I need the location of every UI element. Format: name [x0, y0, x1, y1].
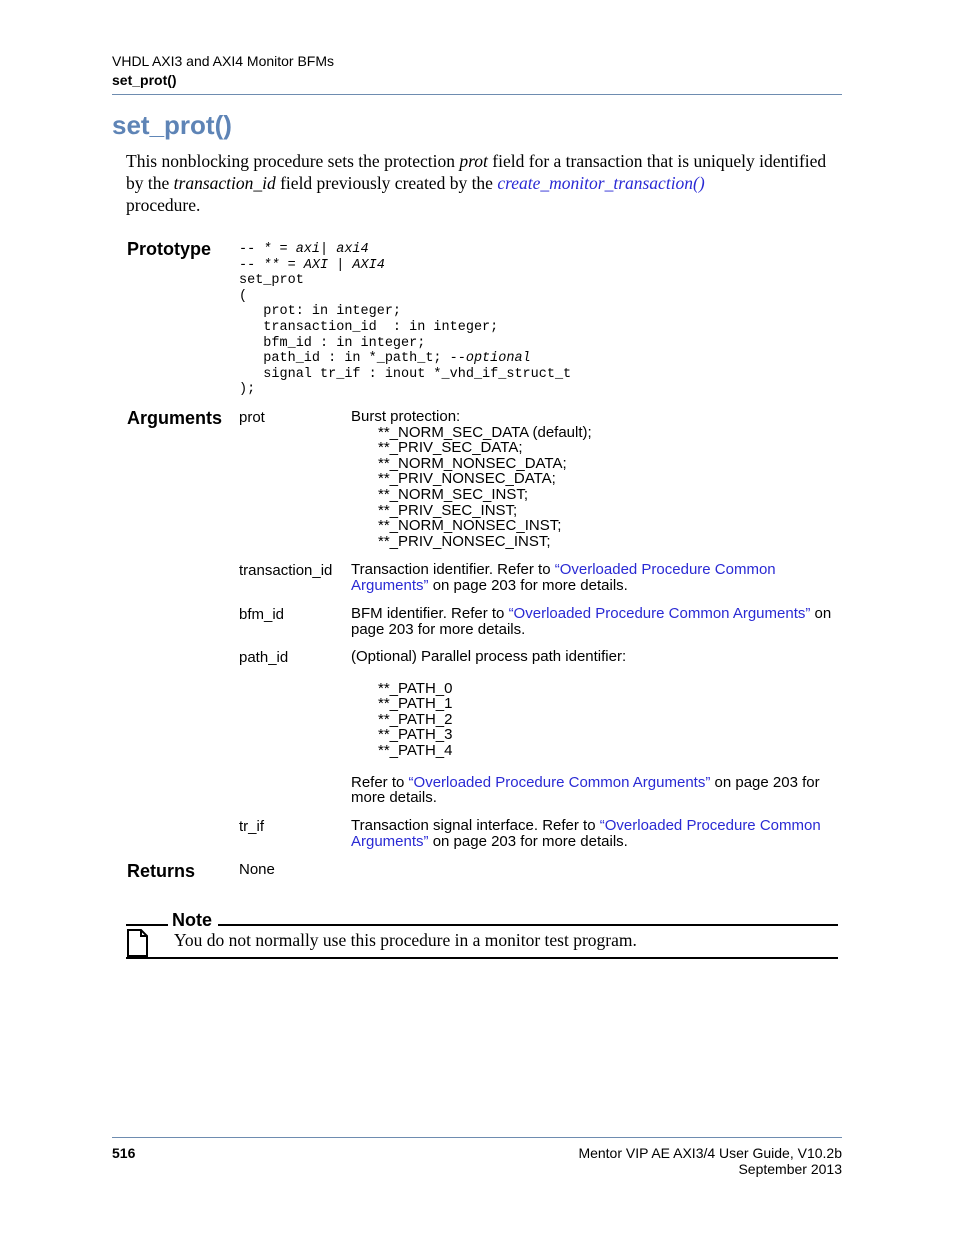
code-line: prot: in integer;: [239, 304, 402, 320]
arg-desc-text: Transaction signal interface. Refer to: [351, 817, 600, 834]
arg-desc-text: on page 203 for more details.: [351, 773, 820, 807]
code-comment: -- ** = AXI | AXI4: [239, 257, 385, 273]
arg-desc-transaction-id: [351, 562, 843, 593]
arg-name-transaction-id: transaction_id: [239, 562, 333, 579]
overloaded-args-link[interactable]: “Overloaded Procedure Common Arguments”: [351, 817, 821, 850]
arg-desc-prot: [351, 409, 843, 549]
footer-info: [578, 1145, 842, 1177]
prototype-code: [239, 242, 571, 398]
arg-name-bfm-id: bfm_id: [239, 606, 285, 623]
intro-transaction-id-term: transaction_id: [173, 173, 276, 193]
code-line: );: [239, 382, 256, 398]
prot-value: **_NORM_NONSEC_INST;: [378, 517, 562, 535]
code-line: transaction_id : in integer;: [239, 319, 499, 335]
footer-guide: Mentor VIP AE AXI3/4 User Guide, V10.2b: [578, 1145, 842, 1161]
code-line: path_id : in *_path_t; --: [239, 351, 466, 367]
page-title: set_prot(): [112, 110, 232, 140]
arg-name-prot: prot: [239, 409, 265, 426]
arg-desc-text: Transaction identifier. Refer to: [351, 561, 555, 578]
path-value: **_PATH_2: [378, 710, 453, 728]
prot-value: **_NORM_SEC_INST;: [378, 485, 529, 503]
intro-text: This nonblocking procedure sets the protection: [126, 151, 460, 171]
code-comment: -- * = axi| axi4: [239, 242, 369, 257]
create-monitor-transaction-link[interactable]: create_monitor_transaction(): [497, 173, 705, 193]
path-value: **_PATH_3: [378, 726, 453, 744]
intro-paragraph: [126, 150, 842, 216]
code-line: bfm_id : in integer;: [239, 335, 426, 351]
footer-date: September 2013: [738, 1161, 842, 1177]
note-text: You do not normally use this procedure in a monitor test program.: [174, 930, 637, 950]
arg-desc-text: Burst protection:: [351, 408, 461, 425]
overloaded-args-link[interactable]: “Overloaded Procedure Common Arguments”: [508, 605, 811, 622]
arg-desc-text: on page 203 for more details.: [428, 832, 628, 850]
code-line: signal tr_if : inout *_vhd_if_struct_t: [239, 366, 572, 382]
arg-name-tr-if: tr_if: [239, 818, 265, 835]
arg-desc-text: BFM identifier. Refer to: [351, 605, 509, 622]
arg-desc-path-id: [351, 649, 843, 806]
arg-name-path-id: path_id: [239, 649, 289, 666]
arg-desc-text: on page 203 for more details.: [428, 576, 628, 594]
intro-text: field for a transaction that is uniquely identified by the: [126, 151, 827, 193]
header-rule: [112, 94, 842, 95]
intro-text: procedure.: [126, 195, 201, 215]
running-header-chapter: VHDL AXI3 and AXI4 Monitor BFMs: [112, 53, 335, 69]
arg-desc-text: on page 203 for more details.: [351, 605, 832, 638]
arg-desc-tr-if: [351, 818, 843, 849]
prot-value: **_NORM_SEC_DATA (default);: [378, 423, 592, 441]
intro-prot-term: prot: [459, 151, 488, 171]
note-rule-left: [126, 924, 168, 926]
code-comment: optional: [465, 351, 531, 367]
arg-desc-text: Refer to: [351, 773, 409, 791]
page-number: 516: [112, 1145, 136, 1161]
prot-value: **_PRIV_SEC_INST;: [378, 501, 518, 519]
overloaded-args-link[interactable]: “Overloaded Procedure Common Arguments”: [408, 773, 711, 791]
footer-rule: [112, 1137, 842, 1138]
prot-value: **_PRIV_NONSEC_INST;: [378, 532, 551, 550]
arguments-heading: Arguments: [127, 408, 223, 428]
code-line: set_prot: [239, 273, 304, 289]
running-header-section: set_prot(): [112, 72, 177, 88]
note-rule-bottom: [126, 957, 838, 959]
path-value: **_PATH_0: [378, 679, 453, 697]
path-value: **_PATH_4: [378, 741, 453, 759]
prototype-heading: Prototype: [127, 239, 212, 259]
intro-text: field previously created by the: [275, 173, 498, 193]
note-page-icon: [126, 928, 150, 958]
returns-value: None: [239, 861, 275, 878]
prot-value: **_PRIV_NONSEC_DATA;: [378, 470, 556, 488]
path-value: **_PATH_1: [378, 695, 453, 713]
overloaded-args-link[interactable]: “Overloaded Procedure Common Arguments”: [351, 561, 776, 594]
code-line: (: [239, 288, 248, 304]
prot-value: **_NORM_NONSEC_DATA;: [378, 454, 567, 472]
note-label: Note: [172, 910, 212, 930]
path-id-refer: [351, 775, 843, 806]
note-rule-right: [218, 924, 838, 926]
arg-desc-text: (Optional) Parallel process path identifier:: [351, 648, 627, 665]
prot-value: **_PRIV_SEC_DATA;: [378, 439, 523, 457]
arg-desc-bfm-id: [351, 606, 843, 637]
returns-heading: Returns: [127, 861, 196, 881]
